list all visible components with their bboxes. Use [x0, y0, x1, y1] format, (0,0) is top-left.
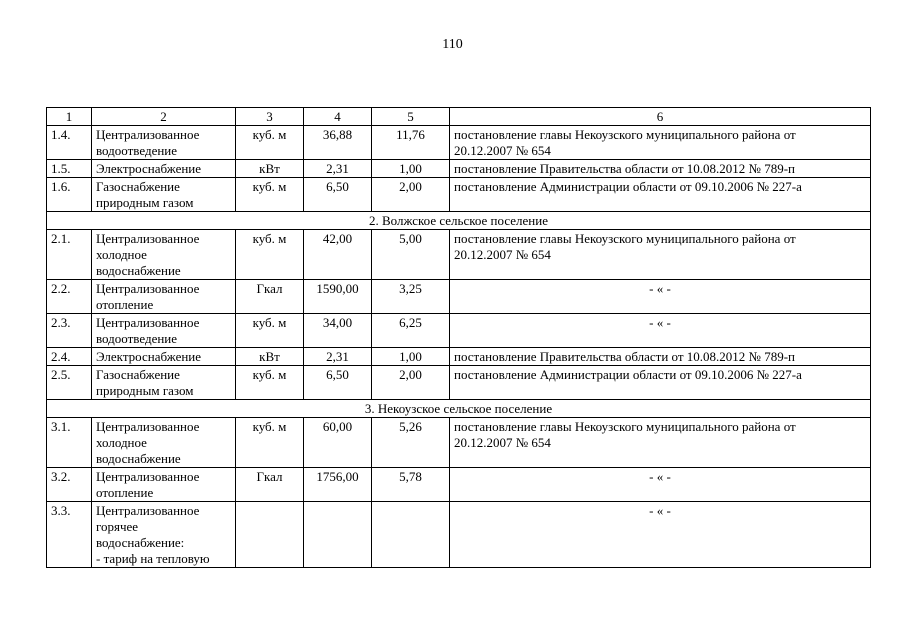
unit-cell: куб. м	[236, 314, 304, 348]
cell-line: отопление	[96, 297, 154, 312]
document-reference	[450, 418, 871, 468]
header-cell: 4	[304, 108, 372, 126]
table-row	[47, 502, 871, 568]
value-4-cell: 2,31	[304, 348, 372, 366]
document-reference	[450, 366, 871, 400]
unit-cell: Гкал	[236, 280, 304, 314]
value-4-cell: 36,88	[304, 126, 372, 160]
document-reference	[450, 280, 871, 314]
section-title: 3. Некоузское сельское поселение	[47, 400, 871, 418]
table-row	[47, 178, 871, 212]
unit-cell: куб. м	[236, 418, 304, 468]
row-number: 1.4.	[47, 126, 92, 160]
cell-line: постановление Правительства области от 10.08.2012 № 789-п	[454, 161, 795, 176]
cell-line: - « -	[649, 315, 671, 330]
value-4-cell: 60,00	[304, 418, 372, 468]
cell-line: постановление главы Некоузского муниципального района от	[454, 231, 796, 246]
value-4-cell	[304, 502, 372, 568]
unit-cell: куб. м	[236, 126, 304, 160]
cell-line: Централизованное	[96, 469, 200, 484]
unit-cell: кВт	[236, 348, 304, 366]
table-row	[47, 348, 871, 366]
cell-line: Электроснабжение	[96, 349, 202, 364]
value-4-cell: 42,00	[304, 230, 372, 280]
service-name	[92, 468, 236, 502]
cell-line: - « -	[649, 503, 671, 518]
row-number: 1.5.	[47, 160, 92, 178]
value-5-cell: 6,25	[372, 314, 450, 348]
cell-line: Централизованное	[96, 419, 200, 434]
document-reference	[450, 160, 871, 178]
value-4-cell: 2,31	[304, 160, 372, 178]
service-name	[92, 160, 236, 178]
row-number: 3.3.	[47, 502, 92, 568]
cell-line: водоотведение	[96, 331, 178, 346]
cell-line: холодное	[96, 247, 147, 262]
service-name	[92, 314, 236, 348]
service-name	[92, 126, 236, 160]
value-5-cell: 11,76	[372, 126, 450, 160]
section-header-row	[47, 212, 871, 230]
service-name	[92, 418, 236, 468]
cell-line: Газоснабжение	[96, 367, 180, 382]
value-4-cell: 34,00	[304, 314, 372, 348]
row-number: 3.2.	[47, 468, 92, 502]
cell-line: Централизованное	[96, 503, 200, 518]
header-cell: 3	[236, 108, 304, 126]
cell-line: - тариф на тепловую	[96, 551, 210, 566]
cell-line: водоснабжение	[96, 263, 181, 278]
page-number: 110	[442, 37, 463, 52]
service-name	[92, 366, 236, 400]
table-row	[47, 280, 871, 314]
document-reference	[450, 468, 871, 502]
cell-line: 20.12.2007 № 654	[454, 435, 551, 450]
unit-cell: куб. м	[236, 230, 304, 280]
cell-line: - « -	[649, 469, 671, 484]
document-reference	[450, 502, 871, 568]
cell-line: Централизованное	[96, 231, 200, 246]
cell-line: Централизованное	[96, 127, 200, 142]
document-reference	[450, 126, 871, 160]
row-number: 2.5.	[47, 366, 92, 400]
cell-line: холодное	[96, 435, 147, 450]
value-5-cell: 3,25	[372, 280, 450, 314]
service-name	[92, 230, 236, 280]
row-number: 3.1.	[47, 418, 92, 468]
cell-line: водоснабжение	[96, 451, 181, 466]
cell-line: Централизованное	[96, 281, 200, 296]
cell-line: отопление	[96, 485, 154, 500]
section-header-row	[47, 400, 871, 418]
service-name	[92, 178, 236, 212]
value-5-cell: 5,00	[372, 230, 450, 280]
cell-line: природным газом	[96, 195, 194, 210]
value-5-cell: 5,78	[372, 468, 450, 502]
unit-cell	[236, 502, 304, 568]
cell-line: - « -	[649, 281, 671, 296]
cell-line: постановление Администрации области от 09.10.2006 № 227-а	[454, 367, 802, 382]
header-cell: 1	[47, 108, 92, 126]
section-title: 2. Волжское сельское поселение	[47, 212, 871, 230]
cell-line: 20.12.2007 № 654	[454, 143, 551, 158]
row-number: 2.4.	[47, 348, 92, 366]
cell-line: водоснабжение:	[96, 535, 185, 550]
table-header-row	[47, 108, 871, 126]
document-reference	[450, 178, 871, 212]
cell-line: Газоснабжение	[96, 179, 180, 194]
table-row	[47, 230, 871, 280]
service-name	[92, 348, 236, 366]
value-5-cell	[372, 502, 450, 568]
cell-line: Централизованное	[96, 315, 200, 330]
unit-cell: куб. м	[236, 366, 304, 400]
table-row	[47, 126, 871, 160]
document-reference	[450, 314, 871, 348]
value-4-cell: 1590,00	[304, 280, 372, 314]
tariff-table-body	[47, 108, 871, 568]
unit-cell: кВт	[236, 160, 304, 178]
cell-line: постановление Правительства области от 10.08.2012 № 789-п	[454, 349, 795, 364]
value-5-cell: 5,26	[372, 418, 450, 468]
cell-line: 20.12.2007 № 654	[454, 247, 551, 262]
cell-line: водоотведение	[96, 143, 178, 158]
cell-line: постановление главы Некоузского муниципального района от	[454, 419, 796, 434]
row-number: 2.3.	[47, 314, 92, 348]
cell-line: постановление Администрации области от 09.10.2006 № 227-а	[454, 179, 802, 194]
table-row	[47, 418, 871, 468]
cell-line: Электроснабжение	[96, 161, 202, 176]
table-row	[47, 314, 871, 348]
value-5-cell: 2,00	[372, 366, 450, 400]
tariff-table	[46, 107, 871, 568]
value-4-cell: 6,50	[304, 366, 372, 400]
service-name	[92, 502, 236, 568]
row-number: 2.1.	[47, 230, 92, 280]
header-cell: 2	[92, 108, 236, 126]
document-reference	[450, 348, 871, 366]
row-number: 1.6.	[47, 178, 92, 212]
header-cell: 5	[372, 108, 450, 126]
value-4-cell: 6,50	[304, 178, 372, 212]
row-number: 2.2.	[47, 280, 92, 314]
unit-cell: куб. м	[236, 178, 304, 212]
cell-line: постановление главы Некоузского муниципального района от	[454, 127, 796, 142]
table-row	[47, 160, 871, 178]
table-row	[47, 468, 871, 502]
document-reference	[450, 230, 871, 280]
unit-cell: Гкал	[236, 468, 304, 502]
service-name	[92, 280, 236, 314]
value-5-cell: 2,00	[372, 178, 450, 212]
cell-line: горячее	[96, 519, 139, 534]
cell-line: природным газом	[96, 383, 194, 398]
header-cell: 6	[450, 108, 871, 126]
value-5-cell: 1,00	[372, 160, 450, 178]
value-4-cell: 1756,00	[304, 468, 372, 502]
value-5-cell: 1,00	[372, 348, 450, 366]
table-row	[47, 366, 871, 400]
